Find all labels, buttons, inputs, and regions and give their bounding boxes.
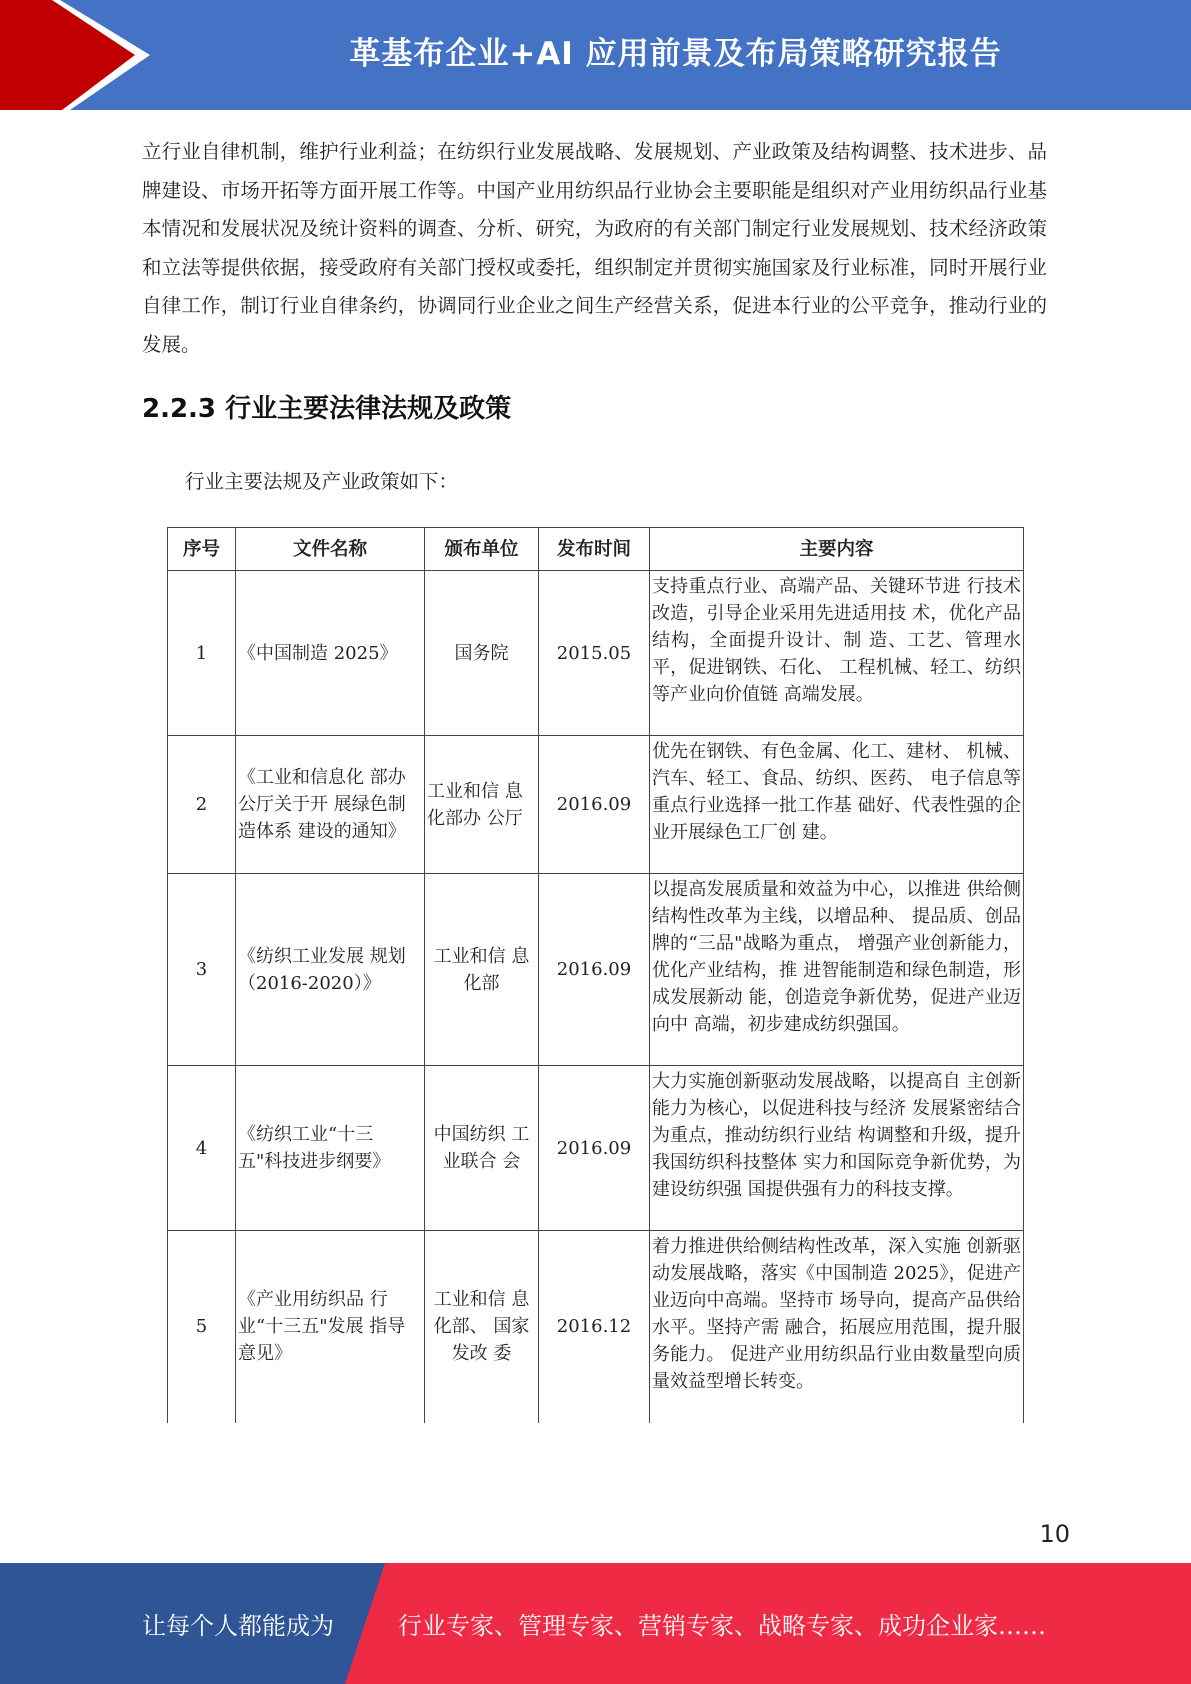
table-row: [168, 571, 1024, 736]
row-name: 《产业用纺织品 行业“十三五"发展 指导意见》: [236, 1231, 425, 1423]
row-issuer: 国务院: [425, 571, 539, 736]
row-content: 以提高发展质量和效益为中心，以推进 供给侧结构性改革为主线，以增品种、 提品质、创品牌的“三品"战略为重点， 增强产业创新能力，优化产业结构，推 进智能制造和绿色制造，形成发展新动 能，创造竞争新优势，促进产业迈向中 高端，初步建成纺织强国。: [650, 874, 1024, 1066]
body-paragraph: 立行业自律机制，维护行业利益；在纺织行业发展战略、发展规划、产业政策及结构调整、技术进步、品牌建设、市场开拓等方面开展工作等。中国产业用纺织品行业协会主要职能是组织对产业用纺织品行业基本情况和发展状况及统计资料的调查、分析、研究，为政府的有关部门制定行业发展规划、技术经济政策和立法等提供依据，接受政府有关部门授权或委托，组织制定并贯彻实施国家及行业标准，同时开展行业自律工作，制订行业自律条约，协调同行业企业之间生产经营关系，促进本行业的公平竞争，推动行业的发展。: [142, 140, 1047, 356]
footer-slogan-left: 让每个人都能成为: [142, 1612, 334, 1640]
row-no: 4: [168, 1066, 236, 1231]
row-name: 《纺织工业发展 规划（2016-2020）》: [236, 874, 425, 1066]
header-name: 文件名称: [236, 528, 425, 571]
row-name: 《纺织工业“十三 五"科技进步纲要》: [236, 1066, 425, 1231]
header-arrow-decoration: [0, 0, 160, 110]
header-date: 发布时间: [539, 528, 650, 571]
table-row: [168, 736, 1024, 874]
header-content: 主要内容: [650, 528, 1024, 571]
row-content: 着力推进供给侧结构性改革，深入实施 创新驱动发展战略，落实《中国制造 2025》，促进产业迈向中高端。坚持市 场导向，提高产品供给水平。坚持产需 融合，拓展应用范围，提升服务能力。 促进产业用纺织品行业由数量型向质 量效益型增长转变。: [650, 1231, 1024, 1423]
table-intro: 行业主要法规及产业政策如下：: [185, 470, 459, 493]
footer-slogan-right: 行业专家、管理专家、营销专家、战略专家、成功企业家……: [398, 1612, 1046, 1640]
row-no: 2: [168, 736, 236, 874]
row-no: 1: [168, 571, 236, 736]
row-no: 3: [168, 874, 236, 1066]
table-header-row: [168, 528, 1024, 571]
row-issuer: 工业和信 息化部: [425, 874, 539, 1066]
table-row: [168, 874, 1024, 1066]
row-name: 《中国制造 2025》: [236, 571, 425, 736]
table-row: [168, 1231, 1024, 1423]
header-no: 序号: [168, 528, 236, 571]
page-number: 10: [1039, 1520, 1070, 1548]
row-issuer: 中国纺织 工业联合 会: [425, 1066, 539, 1231]
section-heading: 2.2.3 行业主要法律法规及政策: [142, 394, 512, 424]
header-issuer: 颁布单位: [425, 528, 539, 571]
row-date: 2016.09: [539, 1066, 650, 1231]
page-header: [0, 0, 1191, 110]
row-date: 2016.09: [539, 736, 650, 874]
row-date: 2016.09: [539, 874, 650, 1066]
row-content: 大力实施创新驱动发展战略，以提高自 主创新能力为核心，以促进科技与经济 发展紧密结合为重点，推动纺织行业结 构调整和升级，提升我国纺织科技整体 实力和国际竞争新优势，为建设纺织强 国提供强有力的科技支撑。: [650, 1066, 1024, 1231]
policy-table: [167, 527, 1024, 1423]
row-date: 2015.05: [539, 571, 650, 736]
page-footer: [0, 1563, 1191, 1684]
row-name: 《工业和信息化 部办公厅关于开 展绿色制造体系 建设的通知》: [236, 736, 425, 874]
row-content: 支持重点行业、高端产品、关键环节进 行技术改造，引导企业采用先进适用技 术，优化产品结构，全面提升设计、制 造、工艺、管理水平，促进钢铁、石化、 工程机械、轻工、纺织等产业向价值链 高端发展。: [650, 571, 1024, 736]
table-row: [168, 1066, 1024, 1231]
row-issuer: 工业和信 息化部办 公厅: [425, 736, 539, 874]
row-date: 2016.12: [539, 1231, 650, 1423]
row-issuer: 工业和信 息化部、 国家发改 委: [425, 1231, 539, 1423]
row-content: 优先在钢铁、有色金属、化工、建材、 机械、汽车、轻工、食品、纺织、医药、 电子信息等重点行业选择一批工作基 础好、代表性强的企业开展绿色工厂创 建。: [650, 736, 1024, 874]
row-no: 5: [168, 1231, 236, 1423]
report-title: 革基布企业+AI 应用前景及布局策略研究报告: [349, 35, 1002, 72]
